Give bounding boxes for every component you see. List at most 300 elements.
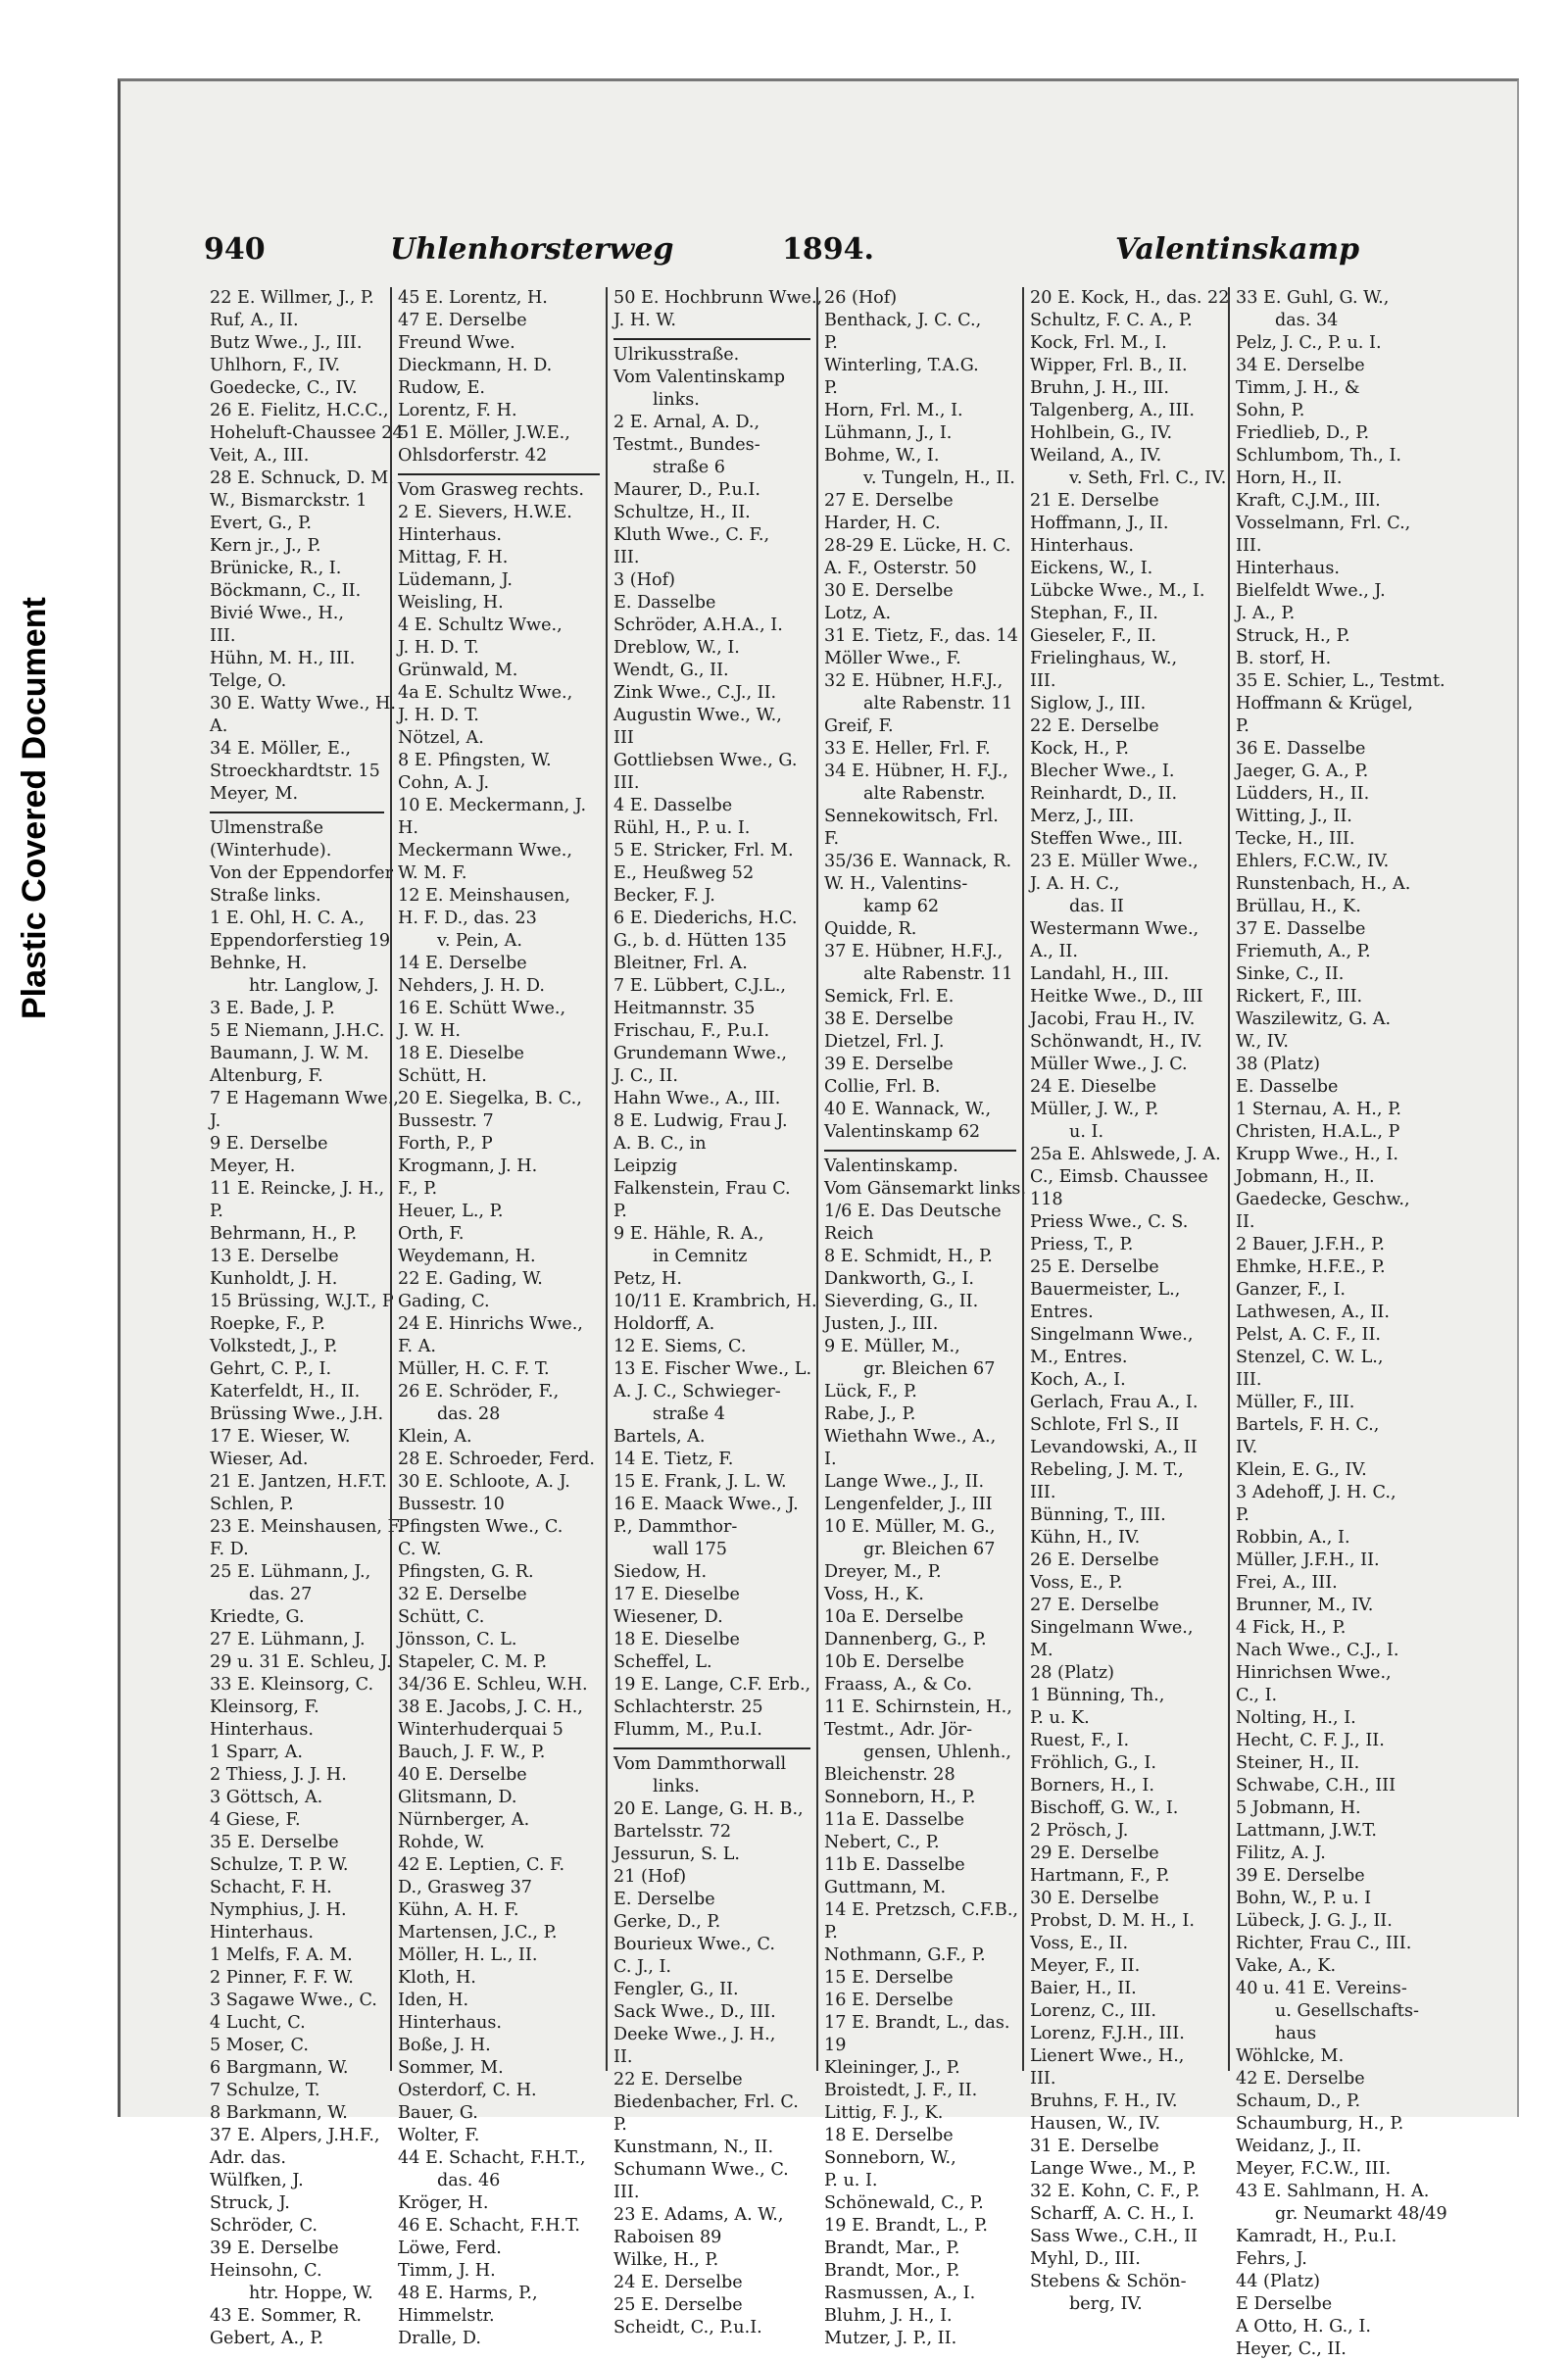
directory-entry: Iden, H.	[398, 1991, 469, 2010]
directory-entry: alte Rabenstr. 11	[863, 694, 1013, 713]
directory-entry: Guttmann, M.	[824, 1878, 947, 1897]
directory-entry: 1 Melfs, F. A. M.	[210, 1945, 353, 1965]
directory-entry: Forth, P., P	[398, 1134, 493, 1154]
directory-entry: Talgenberg, A., III.	[1030, 401, 1195, 420]
directory-entry: Baumann, J. W. M.	[210, 1044, 369, 1063]
directory-entry: Sonneborn, H., P.	[824, 1788, 976, 1807]
directory-entry: straße 6	[653, 458, 725, 477]
directory-entry: Wipper, Frl. B., II.	[1030, 356, 1188, 375]
directory-entry: 17 E. Brandt, L., das.	[824, 2013, 1010, 2033]
directory-entry: Bleitner, Frl. A.	[613, 954, 748, 973]
directory-entry: F., P.	[398, 1179, 438, 1199]
directory-entry: 16 E. Maack Wwe., J.	[613, 1495, 799, 1514]
directory-entry: Bauer, G.	[398, 2103, 478, 2123]
directory-entry: Timm, J. H., &	[1236, 378, 1360, 398]
directory-entry: Holdorff, A.	[613, 1314, 715, 1334]
directory-entry: 32 E. Kohn, C. F., P.	[1030, 2182, 1200, 2201]
directory-entry: Kühn, H., IV.	[1030, 1528, 1141, 1548]
directory-entry: Valentinskamp.	[824, 1156, 958, 1176]
directory-entry: Valentinskamp 62	[824, 1122, 981, 1142]
directory-entry: Hinrichsen Wwe.,	[1236, 1663, 1392, 1683]
directory-entry: Leipzig	[613, 1156, 678, 1176]
directory-entry: Vom Grasweg rechts.	[398, 480, 584, 500]
directory-entry: Rabe, J., P.	[824, 1404, 916, 1424]
directory-entry: 25 E. Derselbe	[1030, 1257, 1159, 1277]
directory-entry: Siedow, H.	[613, 1562, 708, 1582]
directory-entry: E. Derselbe	[613, 1890, 715, 1909]
directory-entry: 7 E. Lübbert, C.J.L.,	[613, 976, 787, 996]
directory-entry: 47 E. Derselbe	[398, 311, 527, 330]
directory-entry: 16 E. Schütt Wwe.,	[398, 999, 566, 1018]
directory-entry: Hinterhaus.	[1030, 536, 1134, 556]
directory-entry: Horn, Frl. M., I.	[824, 401, 963, 420]
directory-entry: Lengenfelder, J., III	[824, 1495, 993, 1514]
directory-entry: A.	[210, 716, 228, 736]
directory-entry: Nach Wwe., C.J., I.	[1236, 1641, 1399, 1660]
directory-entry: 40 u. 41 E. Vereins-	[1236, 1979, 1407, 1998]
directory-entry: 24 E. Derselbe	[613, 2273, 743, 2292]
directory-entry: 2 Prösch, J.	[1030, 1821, 1129, 1841]
directory-entry: Schlote, Frl S., II	[1030, 1415, 1180, 1435]
directory-entry: 22 E. Willmer, J., P.	[210, 288, 374, 308]
directory-entry: in Cemnitz	[653, 1247, 748, 1266]
directory-entry: 26 E. Fielitz, H.C.C.,	[210, 401, 389, 420]
directory-entry: 19 E. Brandt, L., P.	[824, 2216, 989, 2236]
directory-entry: Quidde, R.	[824, 919, 917, 939]
directory-entry: W. H., Valentins-	[824, 874, 968, 894]
directory-entry: Lange Wwe., J., II.	[824, 1472, 985, 1492]
directory-entry: 4 Giese, F.	[210, 1810, 301, 1830]
directory-entry: E. Dasselbe	[1236, 1077, 1339, 1097]
directory-entry: 45 E. Lorentz, H.	[398, 288, 548, 308]
directory-entry: J. A. H. C.,	[1030, 874, 1120, 894]
directory-entry: Waszilewitz, G. A.	[1236, 1009, 1392, 1029]
directory-entry: Christen, H.A.L., P	[1236, 1122, 1400, 1142]
section-divider	[210, 812, 384, 813]
directory-entry: Adr. das.	[210, 2148, 287, 2168]
directory-entry: Nehders, J. H. D.	[398, 976, 545, 996]
directory-entry: Kriedte, G.	[210, 1607, 305, 1627]
directory-entry: Krupp Wwe., H., I.	[1236, 1145, 1398, 1164]
section-divider	[824, 1150, 1016, 1152]
directory-entry: Schönwandt, H., IV.	[1030, 1032, 1202, 1052]
directory-entry: E., Heußweg 52	[613, 863, 755, 883]
directory-entry: Hohlbein, G., IV.	[1030, 423, 1173, 443]
directory-entry: 51 E. Möller, J.W.E.,	[398, 423, 570, 443]
directory-entry: 5 Jobmann, H.	[1236, 1798, 1361, 1818]
directory-entry: 2 E. Sievers, H.W.E.	[398, 503, 572, 522]
directory-entry: Hecht, C. F. J., II.	[1236, 1731, 1385, 1750]
directory-entry: 44 E. Schacht, F.H.T.,	[398, 2148, 586, 2168]
directory-entry: Schütt, H.	[398, 1066, 487, 1086]
directory-entry: Brunner, M., IV.	[1236, 1596, 1374, 1615]
directory-entry: Friedlieb, D., P.	[1236, 423, 1370, 443]
left-street-heading: Uhlenhorsterweg	[390, 232, 674, 267]
directory-entry: 33 E. Heller, Frl. F.	[824, 739, 991, 759]
directory-entry: 9 E. Hähle, R. A.,	[613, 1224, 764, 1244]
directory-entry: 34/36 E. Schleu, W.H.	[398, 1675, 588, 1695]
directory-entry: 14 E. Derselbe	[398, 954, 527, 973]
directory-entry: 3 Adehoff, J. H. C.,	[1236, 1483, 1396, 1502]
directory-entry: 40 E. Wannack, W.,	[824, 1100, 992, 1119]
directory-entry: Reinhardt, D., II.	[1030, 784, 1178, 804]
directory-entry: 28 (Platz)	[1030, 1663, 1115, 1683]
directory-entry: Kock, Frl. M., I.	[1030, 333, 1167, 353]
directory-entry: Telge, O.	[210, 671, 287, 691]
directory-entry: 10/11 E. Krambrich, H.	[613, 1292, 817, 1311]
directory-entry: Bielfeldt Wwe., J.	[1236, 581, 1386, 601]
directory-entry: 24 E. Hinrichs Wwe.,	[398, 1314, 583, 1334]
directory-entry: 15 E. Derselbe	[824, 1968, 954, 1988]
directory-entry: A. B. C., in	[613, 1134, 707, 1154]
directory-entry: Brandt, Mar., P.	[824, 2238, 960, 2258]
directory-entry: das. II	[1069, 897, 1124, 916]
directory-entry: Meyer, M.	[210, 784, 299, 804]
directory-entry: Eppendorferstieg 19	[210, 931, 391, 951]
directory-entry: u. I.	[1069, 1122, 1104, 1142]
directory-entry: Voss, H., K.	[824, 1585, 924, 1604]
directory-entry: Fehrs, J.	[1236, 2249, 1307, 2269]
directory-entry: Schaumburg, H., P.	[1236, 2114, 1404, 2134]
directory-entry: 11b E. Dasselbe	[824, 1855, 965, 1875]
directory-entry: Testmt., Bundes-	[613, 435, 760, 455]
directory-entry: 2 Thiess, J. J. H.	[210, 1765, 347, 1785]
year-heading: 1894.	[782, 232, 874, 267]
directory-entry: 23 E. Adams, A. W.,	[613, 2205, 784, 2225]
directory-entry: Rasmussen, A., I.	[824, 2284, 976, 2303]
directory-entry: Kloth, H.	[398, 1968, 476, 1988]
directory-entry: Schütt, C.	[398, 1607, 485, 1627]
directory-entry: J. H. D. T.	[398, 638, 479, 658]
directory-entry: C., Eimsb. Chaussee	[1030, 1167, 1208, 1187]
section-divider	[613, 338, 810, 340]
directory-entry: 30 E. Schloote, A. J.	[398, 1472, 570, 1492]
directory-entry: 37 E. Alpers, J.H.F.,	[210, 2126, 380, 2145]
directory-entry: Kluth Wwe., C. F.,	[613, 525, 770, 545]
directory-entry: 13 E. Derselbe	[210, 1247, 339, 1266]
directory-entry: 6 E. Diederichs, H.C.	[613, 909, 798, 928]
directory-entry: 21 (Hof)	[613, 1867, 687, 1887]
directory-entry: 2 Pinner, F. F. W.	[210, 1968, 354, 1988]
directory-entry: Bleichenstr. 28	[824, 1765, 956, 1785]
directory-entry: Blecher Wwe., I.	[1030, 762, 1175, 781]
directory-entry: 32 E. Hübner, H.F.J.,	[824, 671, 1004, 691]
directory-entry: Goedecke, C., IV.	[210, 378, 358, 398]
directory-entry: Wiesener, D.	[613, 1607, 723, 1627]
directory-entry: 9 E. Derselbe	[210, 1134, 328, 1154]
directory-entry: Bünning, T., III.	[1030, 1505, 1166, 1525]
directory-entry: Rühl, H., P. u. I.	[613, 818, 751, 838]
directory-entry: Jessurun, S. L.	[613, 1845, 740, 1864]
directory-entry: 44 (Platz)	[1236, 2272, 1321, 2291]
column-6	[1228, 287, 1448, 2359]
directory-entry: Dreblow, W., I.	[613, 638, 740, 658]
directory-entry: 34 E. Hübner, H. F.J.,	[824, 762, 1008, 781]
directory-entry: 39 E. Derselbe	[1236, 1866, 1365, 1886]
directory-entry: B. storf, H.	[1236, 649, 1332, 668]
directory-entry: Schlachterstr. 25	[613, 1697, 763, 1717]
directory-entry: 33 E. Guhl, G. W.,	[1236, 288, 1390, 308]
directory-entry: Uhlhorn, F., IV.	[210, 356, 341, 375]
directory-entry: W., IV.	[1236, 1032, 1289, 1052]
directory-entry: Lorentz, F. H.	[398, 401, 517, 420]
directory-entry: Kröger, H.	[398, 2193, 489, 2213]
directory-entry: 37 E. Dasselbe	[1236, 919, 1366, 939]
directory-entry: 22 E. Derselbe	[1030, 716, 1159, 736]
directory-entry: Martensen, J.C., P.	[398, 1923, 558, 1943]
directory-entry: Osterdorf, C. H.	[398, 2081, 537, 2100]
directory-entry: Hinterhaus.	[398, 525, 502, 545]
directory-entry: P.	[1236, 716, 1250, 736]
directory-entry: W. M. F.	[398, 863, 467, 883]
directory-entry: 27 E. Derselbe	[1030, 1596, 1159, 1615]
directory-entry: Müller, H. C. F. T.	[398, 1359, 550, 1379]
directory-entry: P.	[1236, 1505, 1250, 1525]
directory-entry: 40 E. Derselbe	[398, 1765, 527, 1785]
directory-entry: 15 E. Frank, J. L. W.	[613, 1472, 787, 1492]
section-divider	[398, 473, 600, 475]
directory-entry: Baier, H., II.	[1030, 1979, 1137, 1998]
directory-entry: 6 Bargmann, W.	[210, 2058, 349, 2078]
directory-entry: Brandt, Mor., P.	[824, 2261, 960, 2281]
directory-entry: Bivié Wwe., H.,	[210, 604, 344, 623]
directory-entry: Myhl, D., III.	[1030, 2249, 1141, 2269]
directory-entry: 29 u. 31 E. Schleu, J.	[210, 1652, 392, 1672]
directory-entry: Hartmann, F., P.	[1030, 1866, 1170, 1886]
directory-entry: 12 E. Siems, C.	[613, 1337, 747, 1356]
directory-entry: das. 34	[1275, 311, 1339, 330]
directory-entry: Struck, J.	[210, 2193, 290, 2213]
directory-entry: wall 175	[653, 1540, 727, 1559]
directory-entry: Wiethahn Wwe., A.,	[824, 1427, 997, 1447]
directory-entry: 36 E. Dasselbe	[1236, 739, 1366, 759]
directory-entry: P.	[824, 1923, 838, 1943]
directory-entry: Behrmann, H., P.	[210, 1224, 358, 1244]
directory-entry: 4 Fick, H., P.	[1236, 1618, 1347, 1638]
directory-entry: Butz Wwe., J., III.	[210, 333, 363, 353]
directory-entry: Becker, F. J.	[613, 886, 715, 906]
directory-entry: Probst, D. M. H., I.	[1030, 1911, 1195, 1931]
directory-entry: 25a E. Ahlswede, J. A.	[1030, 1145, 1221, 1164]
directory-entry: 30 E. Derselbe	[824, 581, 954, 601]
directory-entry: 13 E. Fischer Wwe., L.	[613, 1359, 812, 1379]
directory-entry: 10 E. Meckermann, J.	[398, 796, 587, 815]
directory-entry: Fröhlich, G., I.	[1030, 1753, 1156, 1773]
directory-entry: Cohn, A. J.	[398, 773, 490, 793]
directory-entry: Stenzel, C. W. L.,	[1236, 1348, 1384, 1367]
directory-entry: F.	[824, 829, 840, 849]
directory-entry: G., b. d. Hütten 135	[613, 931, 787, 951]
directory-entry: 4 Lucht, C.	[210, 2013, 306, 2033]
column-5	[1022, 287, 1230, 2314]
directory-entry: Gerke, D., P.	[613, 1912, 721, 1932]
directory-entry: 38 E. Derselbe	[824, 1009, 954, 1029]
right-street-heading: Valentinskamp	[1115, 232, 1360, 267]
directory-entry: Benthack, J. C. C.,	[824, 311, 982, 330]
directory-entry: Hühn, M. H., III.	[210, 649, 356, 668]
side-label: Plastic Covered Document	[16, 597, 53, 1019]
directory-entry: Heuer, L., P.	[398, 1202, 504, 1221]
directory-entry: Lück, F., P.	[824, 1382, 917, 1402]
directory-entry: gr. Bleichen 67	[863, 1540, 996, 1559]
directory-entry: Winterhuderquai 5	[398, 1720, 564, 1740]
directory-entry: III.	[1030, 671, 1056, 691]
directory-entry: Kunholdt, J. H.	[210, 1269, 338, 1289]
directory-entry: Nymphius, J. H.	[210, 1900, 347, 1920]
directory-entry: 8 E. Pfingsten, W.	[398, 751, 552, 770]
directory-entry: Eickens, W., I.	[1030, 559, 1153, 578]
directory-entry: Koch, A., I.	[1030, 1370, 1126, 1390]
directory-entry: Dieckmann, H. D.	[398, 356, 553, 375]
directory-entry: 15 Brüssing, W.J.T., P	[210, 1292, 394, 1311]
directory-entry: Wolter, F.	[398, 2126, 480, 2145]
directory-entry: Bartels, F. H. C.,	[1236, 1415, 1380, 1435]
directory-entry: gensen, Uhlenh.,	[863, 1743, 1012, 1762]
directory-entry: Petz, H.	[613, 1269, 682, 1289]
directory-entry: 8 E. Schmidt, H., P.	[824, 1247, 993, 1266]
column-3	[606, 287, 823, 2337]
directory-entry: J.	[210, 1111, 221, 1131]
directory-entry: 2 E. Arnal, A. D.,	[613, 413, 760, 432]
directory-entry: links.	[653, 390, 700, 410]
directory-entry: Singelmann Wwe.,	[1030, 1325, 1194, 1345]
directory-entry: 25 E. Lühmann, J.,	[210, 1562, 371, 1582]
directory-entry: straße 4	[653, 1404, 725, 1424]
directory-entry: Kock, H., P.	[1030, 739, 1129, 759]
directory-entry: Nebert, C., P.	[824, 1833, 940, 1852]
directory-entry: Klein, E. G., IV.	[1236, 1460, 1367, 1480]
directory-entry: Ruf, A., II.	[210, 311, 299, 330]
directory-entry: Lorenz, C., III.	[1030, 2001, 1156, 2021]
directory-entry: Gading, C.	[398, 1292, 490, 1311]
directory-entry: Schlen, P.	[210, 1495, 294, 1514]
directory-entry: Voss, E., P.	[1030, 1573, 1123, 1593]
directory-entry: Priess Wwe., C. S.	[1030, 1212, 1189, 1232]
directory-entry: Nürnberger, A.	[398, 1810, 530, 1830]
directory-entry: 26 (Hof)	[824, 288, 898, 308]
directory-entry: Lathwesen, A., II.	[1236, 1303, 1390, 1322]
directory-entry: Brüssing Wwe., J.H.	[210, 1404, 384, 1424]
page-number: 940	[204, 232, 266, 267]
directory-entry: Nolting, H., I.	[1236, 1708, 1356, 1728]
directory-entry: Bauch, J. F. W., P.	[398, 1743, 546, 1762]
directory-entry: Frischau, F., P.u.I.	[613, 1021, 770, 1041]
section-divider	[613, 1747, 810, 1749]
directory-entry: III.	[613, 2183, 640, 2202]
directory-entry: Sonneborn, W.,	[824, 2148, 956, 2168]
directory-entry: Vosselmann, Frl. C.,	[1236, 514, 1411, 533]
directory-entry: Broistedt, J. F., II.	[824, 2081, 978, 2100]
directory-entry: Lange Wwe., M., P.	[1030, 2159, 1197, 2179]
directory-entry: Bruhn, J. H., III.	[1030, 378, 1169, 398]
directory-entry: Rebeling, J. M. T.,	[1030, 1460, 1184, 1480]
directory-entry: Evert, G., P.	[210, 514, 312, 533]
directory-entry: Wülfken, J.	[210, 2171, 304, 2190]
directory-entry: A., II.	[1030, 942, 1078, 961]
directory-entry: 4 E. Dasselbe	[613, 796, 733, 815]
directory-entry: 11 E. Reincke, J. H.,	[210, 1179, 385, 1199]
directory-entry: Heinsohn, C.	[210, 2261, 322, 2281]
directory-entry: Hoffmann & Krügel,	[1236, 694, 1413, 713]
directory-entry: Borners, H., I.	[1030, 1776, 1154, 1795]
directory-entry: Ganzer, F., I.	[1236, 1280, 1347, 1300]
directory-entry: Bohn, W., P. u. I	[1236, 1889, 1372, 1908]
directory-page	[118, 78, 1519, 2359]
directory-entry: Nothmann, G.F., P.	[824, 1945, 986, 1965]
directory-entry: 38 E. Jacobs, J. C. H.,	[398, 1697, 583, 1717]
column-2	[390, 287, 606, 2348]
directory-entry: 18 E. Dieselbe	[613, 1630, 740, 1649]
directory-entry: Gaedecke, Geschw.,	[1236, 1190, 1410, 1209]
directory-entry: 21 E. Derselbe	[1030, 491, 1159, 511]
directory-entry: Fengler, G., II.	[613, 1980, 739, 1999]
directory-entry: 34 E. Derselbe	[1236, 356, 1365, 375]
directory-entry: 3 Göttsch, A.	[210, 1788, 323, 1807]
directory-entry: Pfingsten Wwe., C.	[398, 1517, 564, 1537]
directory-entry: Sass Wwe., C.H., II	[1030, 2227, 1198, 2246]
directory-entry: Dannenberg, G., P.	[824, 1630, 987, 1649]
directory-entry: Hausen, W., IV.	[1030, 2114, 1161, 2134]
directory-entry: 34 E. Möller, E.,	[210, 739, 351, 759]
directory-entry: 5 E. Stricker, Frl. M.	[613, 841, 794, 861]
directory-entry: Klein, A.	[398, 1427, 472, 1447]
directory-entry: alte Rabenstr.	[863, 784, 986, 804]
directory-entry: Zink Wwe., C.J., II.	[613, 683, 777, 703]
directory-entry: III.	[613, 548, 640, 567]
directory-entry: Jacobi, Frau H., IV.	[1030, 1009, 1196, 1029]
directory-entry: Voss, E., II.	[1030, 1934, 1129, 1953]
directory-entry: 1 E. Ohl, H. C. A.,	[210, 909, 365, 928]
directory-entry: Schlumbom, Th., I.	[1236, 446, 1401, 466]
directory-entry: links.	[653, 1777, 700, 1796]
directory-entry: Landahl, H., III.	[1030, 964, 1169, 984]
directory-entry: Weiland, A., IV.	[1030, 446, 1162, 466]
directory-entry: Hahn Wwe., A., III.	[613, 1089, 781, 1108]
directory-entry: Augustin Wwe., W.,	[613, 706, 782, 725]
directory-entry: Horn, H., II.	[1236, 468, 1343, 488]
directory-entry: 46 E. Schacht, F.H.T.	[398, 2216, 580, 2236]
directory-entry: Wieser, Ad.	[210, 1450, 309, 1469]
directory-entry: 10a E. Derselbe	[824, 1607, 964, 1627]
directory-entry: 38 (Platz)	[1236, 1055, 1321, 1074]
directory-entry: Ulmenstraße	[210, 818, 324, 838]
directory-entry: Lüdemann, J.	[398, 570, 513, 590]
directory-entry: Stapeler, C. M. P.	[398, 1652, 548, 1672]
directory-entry: Schultze, H., II.	[613, 503, 751, 522]
directory-entry: 26 E. Derselbe	[1030, 1550, 1159, 1570]
directory-entry: Schultz, F. C. A., P.	[1030, 311, 1193, 330]
directory-entry: P.	[613, 2115, 627, 2135]
directory-entry: v. Pein, A.	[437, 931, 522, 951]
directory-entry: Schönewald, C., P.	[824, 2193, 984, 2213]
directory-entry: 35 E. Schier, L., Testmt.	[1236, 671, 1446, 691]
directory-entry: Heitmannstr. 35	[613, 999, 756, 1018]
directory-entry: Deeke Wwe., J. H.,	[613, 2025, 776, 2044]
directory-entry: Lübeck, J. G. J., II.	[1236, 1911, 1393, 1931]
directory-entry: A Otto, H. G., I.	[1236, 2317, 1371, 2336]
directory-entry: Fraass, A., & Co.	[824, 1675, 972, 1695]
directory-entry: 1 Bünning, Th.,	[1030, 1686, 1165, 1705]
directory-entry: Stephan, F., II.	[1030, 604, 1158, 623]
directory-entry: Vom Gänsemarkt links.	[824, 1179, 1027, 1199]
directory-entry: 118	[1030, 1190, 1063, 1209]
directory-entry: 43 E. Sahlmann, H. A.	[1236, 2182, 1430, 2201]
directory-entry: Stebens & Schön-	[1030, 2272, 1187, 2291]
directory-entry: 35/36 E. Wannack, R.	[824, 852, 1012, 871]
directory-entry: IV.	[1236, 1438, 1258, 1457]
directory-entry: Schulze, T. P. W.	[210, 1855, 349, 1875]
directory-entry: 28 E. Schnuck, D. M.	[210, 468, 394, 488]
